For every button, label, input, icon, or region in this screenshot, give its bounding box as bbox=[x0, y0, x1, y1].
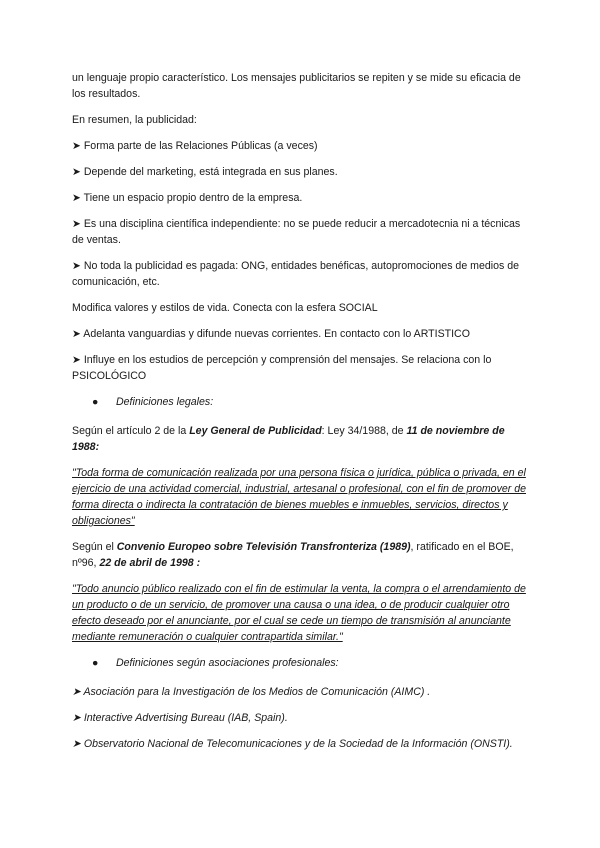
convenio-name: Convenio Europeo sobre Televisión Transfronteriza (1989) bbox=[116, 541, 411, 553]
text-fragment: Según el artículo 2 de la bbox=[72, 425, 190, 437]
bullet-label: Definiciones según asociaciones profesionales: bbox=[116, 657, 339, 669]
arrow-item-psicologico: ➤ Influye en los estudios de percepción y comprensión del mensajes. Se relaciona con lo PSICOLÓGICO bbox=[72, 352, 528, 384]
arrow-item-aimc: ➤ Asociación para la Investigación de los Medios de Comunicación (AIMC) . bbox=[72, 684, 528, 700]
arrow-item-iab: ➤ Interactive Advertising Bureau (IAB, Spain). bbox=[72, 710, 528, 726]
paragraph-intro: un lenguaje propio característico. Los mensajes publicitarios se repiten y se mide su eficacia de los resultados. bbox=[72, 72, 521, 100]
arrow-item-disciplina: ➤ Es una disciplina científica independiente: no se puede reducir a mercadotecnia ni a técnicas de ventas. bbox=[72, 216, 528, 248]
paragraph-ley-general bbox=[72, 423, 528, 455]
arrow-item-artistico: ➤ Adelanta vanguardias y difunde nuevas corrientes. En contacto con lo ARTISTICO bbox=[72, 326, 528, 342]
law-name: Ley General de Publicidad bbox=[189, 425, 322, 437]
arrow-item-marketing: ➤ Depende del marketing, está integrada en sus planes. bbox=[72, 164, 528, 180]
convenio-date: 22 de abril de 1998 : bbox=[99, 557, 201, 569]
text-fragment: , ratificado en el BOE, nº96, bbox=[72, 541, 514, 569]
text-fragment: : Ley 34/1988, de bbox=[321, 425, 407, 437]
quote-convenio: "Todo anuncio público realizado con el fin de estimular la venta, la compra o el arrendamiento de un producto o de un servicio, de promover una causa o una idea, o de producir cualquier otro efecto deseado por el anunciante, por el cual se cede un tiempo de transmisión al anunciante mediante remuneración o cualquier contrapartida similar." bbox=[72, 583, 526, 643]
arrow-item-onsti: ➤ Observatorio Nacional de Telecomunicaciones y de la Sociedad de la Información (ONSTI). bbox=[72, 736, 528, 752]
quote-ley-general: "Toda forma de comunicación realizada por una persona física o jurídica, pública o privada, en el ejercicio de una actividad comercial, industrial, artesanal o profesional, con el fin de promover de forma directa o indirecta la contratación de bienes muebles e inmuebles, servicios, directos y obligaciones" bbox=[72, 467, 527, 527]
bullet-dot-icon: ● bbox=[92, 657, 99, 669]
bullet-dot-icon: ● bbox=[92, 396, 99, 408]
paragraph-convenio bbox=[72, 539, 528, 571]
law-date: 11 de noviembre de 1988: bbox=[72, 425, 505, 453]
bullet-definiciones-legales bbox=[72, 394, 528, 410]
bullet-asociaciones bbox=[72, 655, 528, 671]
arrow-item-espacio: ➤ Tiene un espacio propio dentro de la empresa. bbox=[72, 190, 528, 206]
paragraph-social: Modifica valores y estilos de vida. Conecta con la esfera SOCIAL bbox=[72, 302, 378, 314]
bullet-label: Definiciones legales: bbox=[116, 396, 214, 408]
paragraph-summary: En resumen, la publicidad: bbox=[72, 114, 197, 126]
arrow-item-pagada: ➤ No toda la publicidad es pagada: ONG, entidades benéficas, autopromociones de medios de comunicación, etc. bbox=[72, 258, 528, 290]
text-fragment: Según el bbox=[72, 541, 117, 553]
arrow-item-relaciones: ➤ Forma parte de las Relaciones Públicas (a veces) bbox=[72, 138, 528, 154]
